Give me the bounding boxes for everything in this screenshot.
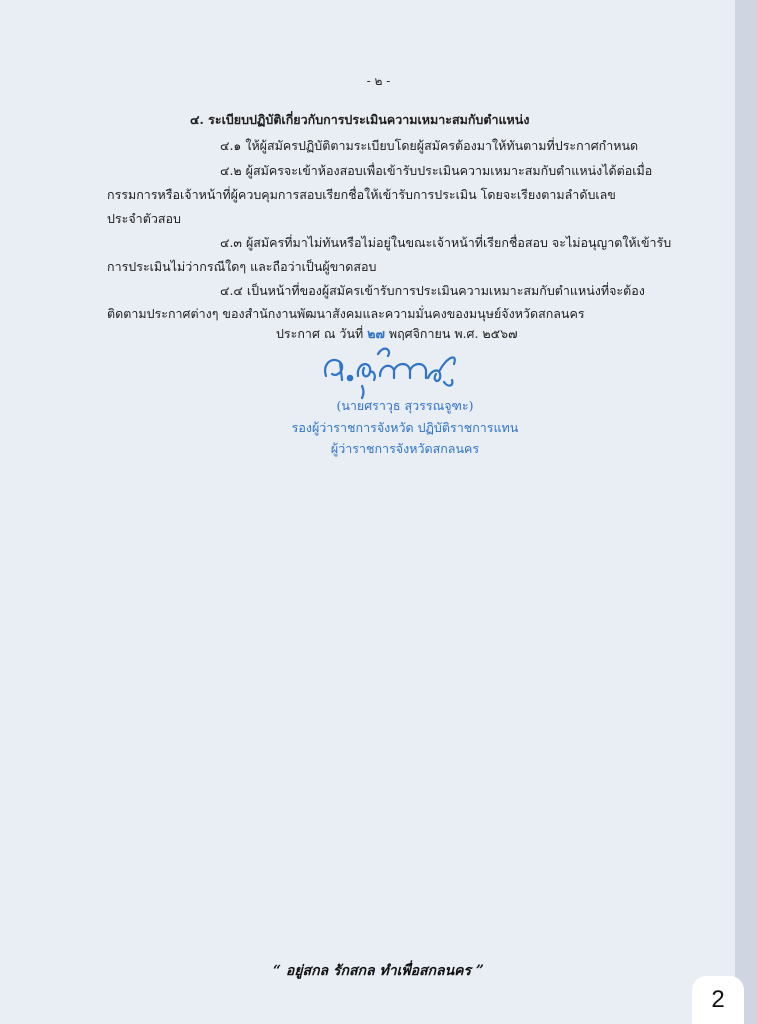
item-4-4-line-2: ติดตามประกาศต่างๆ ของสำนักงานพัฒนาสังคมและความมั่นคงของมนุษย์จังหวัดสกลนคร (107, 306, 585, 321)
section-heading: ๔. ระเบียบปฏิบัติเกี่ยวกับการประเมินความเหมาะสมกับตำแหน่ง (190, 112, 530, 127)
item-4-1-line-1: ๔.๑ ให้ผู้สมัครปฏิบัติตามระเบียบโดยผู้สมัครต้องมาให้ทันตามที่ประกาศกำหนด (220, 138, 639, 153)
item-4-2-line-3: ประจำตัวสอบ (107, 211, 181, 226)
date-day: ๒๗ (367, 326, 385, 341)
signatory-position-2: ผู้ว่าราชการจังหวัดสกลนคร (330, 441, 480, 456)
page-indicator: 2 (692, 976, 744, 1024)
motto: “ อยู่สกล รักสกล ทำเพื่อสกลนคร ” (273, 963, 484, 979)
item-4-2-line-2: กรรมการหรือเจ้าหน้าที่ผู้ควบคุมการสอบเรียกชื่อให้เข้ารับการประเมิน โดยจะเรียงตามลำดับเลข (107, 187, 616, 202)
item-4-3-line-1: ๔.๓ ผู้สมัครที่มาไม่ทันหรือไม่อยู่ในขณะเจ้าหน้าที่เรียกชื่อสอบ จะไม่อนุญาตให้เข้ารับ (220, 235, 672, 250)
date-prefix: ประกาศ ณ วันที่ (276, 326, 364, 341)
item-4-4-line-1: ๔.๔ เป็นหน้าที่ของผู้สมัครเข้ารับการประเมินความเหมาะสมกับตำแหน่งที่จะต้อง (220, 283, 645, 298)
item-4-3-line-2: การประเมินไม่ว่ากรณีใดๆ และถือว่าเป็นผู้ขาดสอบ (107, 259, 377, 274)
item-4-2-line-1: ๔.๒ ผู้สมัครจะเข้าห้องสอบเพื่อเข้ารับประเมินความเหมาะสมกับตำแหน่งได้ต่อเมื่อ (220, 163, 653, 178)
date-suffix: พฤศจิกายน พ.ศ. ๒๕๖๗ (388, 326, 518, 341)
page-number: - ๒ - (366, 74, 391, 88)
signatory-name: (นายศราวุธ สุวรรณจูฑะ) (336, 398, 474, 413)
page-edge (735, 0, 757, 1024)
signatory-position-1: รองผู้ว่าราชการจังหวัด ปฏิบัติราชการแทน (291, 420, 519, 435)
handwritten-signature (318, 340, 468, 400)
